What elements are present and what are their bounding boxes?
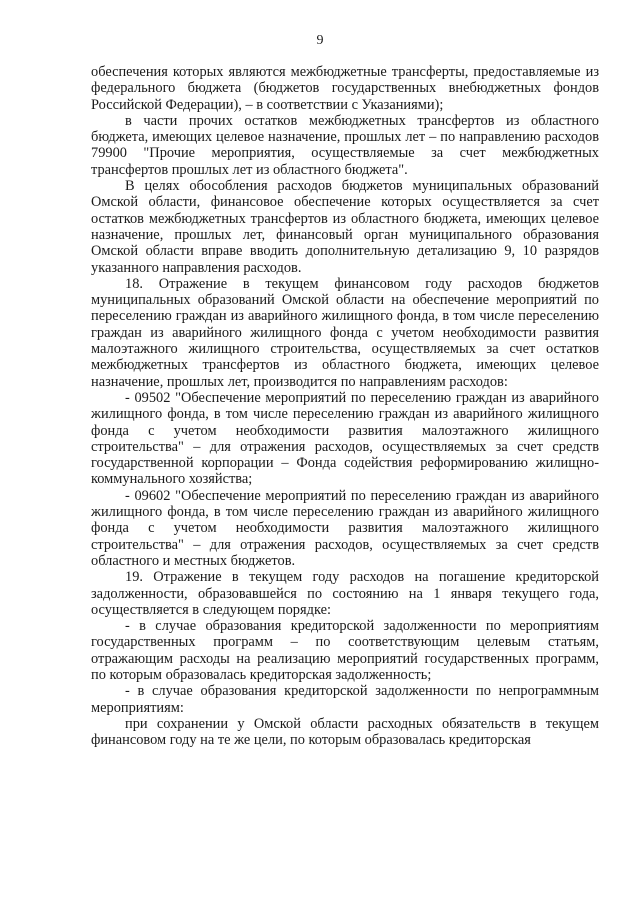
paragraph-obligations: при сохранении у Омской области расходных обязательств в текущем финансовом году на те же цели, по которым образовалась кредиторская bbox=[91, 715, 599, 749]
list-item-nonprogram-debt: - в случае образования кредиторской задолженности по непрограммным мероприятиям: bbox=[91, 683, 599, 716]
page-number: 9 bbox=[316, 33, 324, 48]
paragraph-other-transfers: в части прочих остатков межбюджетных трансфертов из областного бюджета, имеющих целевое назначение, прошлых лет – по направлению расходов 79900 "Прочие мероприятия, осуществляемые за счет межбюджетных трансфертов прошлых лет из областного бюджета". bbox=[91, 112, 599, 178]
document-body bbox=[91, 64, 599, 748]
paragraph-item-18: 18. Отражение в текущем финансовом году расходов бюджетов муниципальных образований Омской области на обеспечение мероприятий по переселению граждан из аварийного жилищного фонда, в том числе переселению граждан из аварийного жилищного фонда с учетом необходимости развития малоэтажного жилищного строительства, осуществляемых за счет остатков межбюджетных трансфертов из областного бюджета, имеющих целевое назначение, прошлых лет, производится по направлениям расходов: bbox=[91, 275, 599, 390]
paragraph-continuation: обеспечения которых являются межбюджетные трансферты, предоставляемые из федерального бюджета (бюджетов государственных внебюджетных фондов Российской Федерации), – в соответствии с Указаниями); bbox=[91, 64, 599, 113]
list-item-09502: - 09502 "Обеспечение мероприятий по переселению граждан из аварийного жилищного фонда, в том числе переселению граждан из аварийного жилищного фонда с учетом необходимости развития малоэтажного жилищного строительства" – для отражения расходов, осуществляемых за счет средств государственной корпорации – Фонда содействия реформированию жилищно-коммунального хозяйства; bbox=[91, 389, 599, 488]
list-item-program-debt: - в случае образования кредиторской задолженности по мероприятиям государственных программ – по соответствующим целевым статьям, отражающим расходы на реализацию мероприятий государственных программ, по которым образовалась кредиторская задолженность; bbox=[91, 618, 599, 683]
paragraph-item-19: 19. Отражение в текущем году расходов на погашение кредиторской задолженности, образовавшейся по состоянию на 1 января текущего года, осуществляется в следующем порядке: bbox=[91, 569, 599, 618]
list-item-09602: - 09602 "Обеспечение мероприятий по переселению граждан из аварийного жилищного фонда, в том числе переселению граждан из аварийного жилищного фонда с учетом необходимости развития малоэтажного жилищного строительства" – для отражения расходов, осуществляемых за счет средств областного и местных бюджетов. bbox=[91, 487, 599, 569]
paragraph-detailing: В целях обособления расходов бюджетов муниципальных образований Омской области, финансовое обеспечение которых осуществляется за счет остатков межбюджетных трансфертов из областного бюджета, имеющих целевое назначение, прошлых лет, финансовый орган муниципального образования Омской области вправе вводить дополнительную детализацию 9, 10 разрядов указанного направления расходов. bbox=[91, 178, 599, 276]
